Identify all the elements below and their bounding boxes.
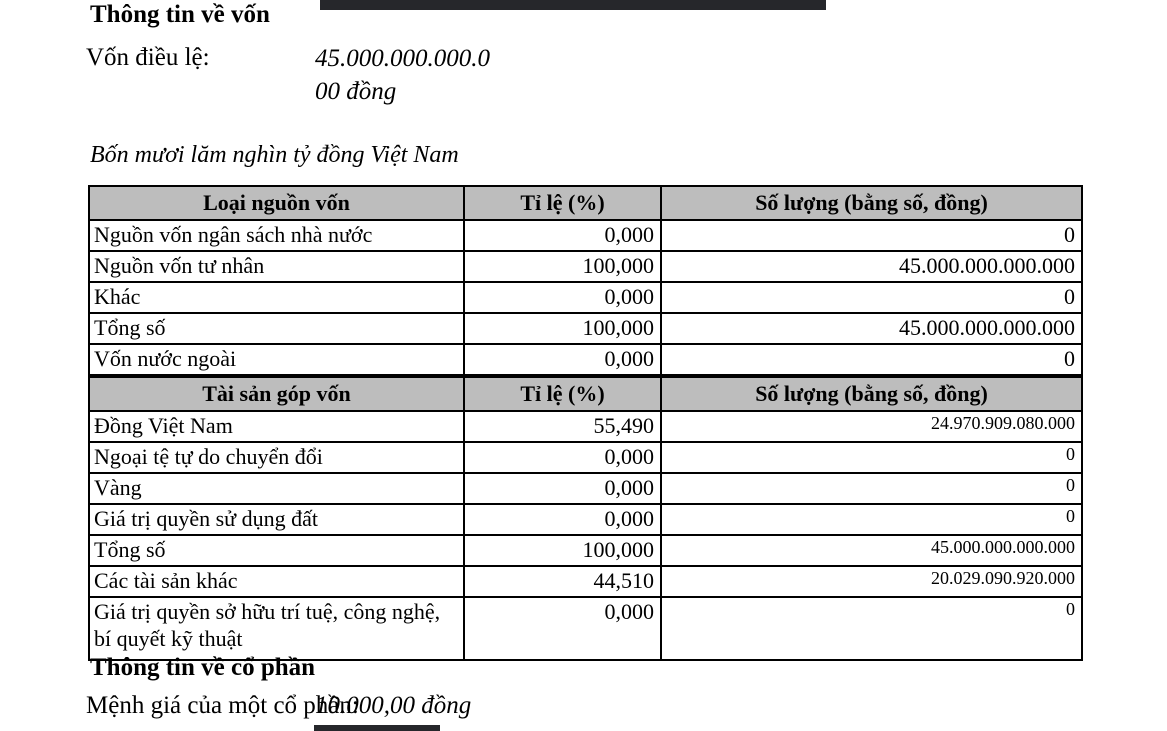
cell-ratio: 0,000	[464, 344, 661, 375]
cell-ratio: 0,000	[464, 504, 661, 535]
cell-ratio: 0,000	[464, 442, 661, 473]
cell-label: Vàng	[89, 473, 464, 504]
redaction-bar-bottom	[314, 725, 440, 731]
cell-label: Các tài sản khác	[89, 566, 464, 597]
table-header-row	[89, 377, 1082, 411]
charter-capital-value-line1: 45.000.000.000.0	[315, 45, 490, 72]
cell-ratio: 0,000	[464, 597, 661, 660]
cell-amount: 45.000.000.000.000	[661, 251, 1082, 282]
capital-source-table	[88, 185, 1083, 376]
table-row	[89, 344, 1082, 375]
table-row	[89, 535, 1082, 566]
charter-capital-value-line2: 00 đồng	[315, 78, 397, 105]
cell-amount: 0	[661, 344, 1082, 375]
cell-amount: 24.970.909.080.000	[661, 411, 1082, 442]
header-cell-asset-type: Tài sản góp vốn	[89, 377, 464, 411]
cell-ratio: 0,000	[464, 282, 661, 313]
header-cell-ratio: Tỉ lệ (%)	[464, 186, 661, 220]
cell-label: Vốn nước ngoài	[89, 344, 464, 375]
capital-section-title: Thông tin về vốn	[90, 1, 270, 28]
cell-label: Giá trị quyền sử dụng đất	[89, 504, 464, 535]
table-row	[89, 282, 1082, 313]
cell-amount: 45.000.000.000.000	[661, 313, 1082, 344]
cell-amount: 0	[661, 442, 1082, 473]
header-cell-amount: Số lượng (bằng số, đồng)	[661, 377, 1082, 411]
cell-label: Giá trị quyền sở hữu trí tuệ, công nghệ, bí quyết kỹ thuật	[89, 597, 464, 660]
table-row	[89, 442, 1082, 473]
cell-label: Khác	[89, 282, 464, 313]
table-row	[89, 313, 1082, 344]
table-row	[89, 566, 1082, 597]
cell-ratio: 0,000	[464, 473, 661, 504]
cell-ratio: 55,490	[464, 411, 661, 442]
cell-amount: 0	[661, 504, 1082, 535]
par-value: 10.000,00 đồng	[315, 692, 472, 719]
table-header-row	[89, 186, 1082, 220]
header-cell-ratio: Tỉ lệ (%)	[464, 377, 661, 411]
cell-amount: 0	[661, 220, 1082, 251]
asset-contribution-table	[88, 376, 1083, 661]
charter-capital-in-words: Bốn mươi lăm nghìn tỷ đồng Việt Nam	[90, 142, 459, 168]
par-value-label: Mệnh giá của một cổ phần:	[86, 692, 359, 719]
cell-ratio: 100,000	[464, 535, 661, 566]
cell-amount: 0	[661, 597, 1082, 660]
table-row	[89, 504, 1082, 535]
cell-label: Nguồn vốn tư nhân	[89, 251, 464, 282]
cell-label: Đồng Việt Nam	[89, 411, 464, 442]
cell-label: Ngoại tệ tự do chuyển đổi	[89, 442, 464, 473]
table-row	[89, 220, 1082, 251]
charter-capital-label: Vốn điều lệ:	[86, 44, 210, 71]
cell-label: Tổng số	[89, 535, 464, 566]
cell-ratio: 100,000	[464, 251, 661, 282]
cell-ratio: 0,000	[464, 220, 661, 251]
cell-label: Tổng số	[89, 313, 464, 344]
cell-ratio: 44,510	[464, 566, 661, 597]
cell-amount: 0	[661, 473, 1082, 504]
header-cell-source-type: Loại nguồn vốn	[89, 186, 464, 220]
redaction-bar-top	[320, 0, 826, 10]
cell-amount: 45.000.000.000.000	[661, 535, 1082, 566]
shares-section-title: Thông tin về cổ phần	[90, 654, 316, 681]
cell-amount: 0	[661, 282, 1082, 313]
cell-label: Nguồn vốn ngân sách nhà nước	[89, 220, 464, 251]
cell-ratio: 100,000	[464, 313, 661, 344]
header-cell-amount: Số lượng (bằng số, đồng)	[661, 186, 1082, 220]
table-row	[89, 251, 1082, 282]
cell-amount: 20.029.090.920.000	[661, 566, 1082, 597]
table-row	[89, 411, 1082, 442]
table-row	[89, 473, 1082, 504]
table-row	[89, 597, 1082, 660]
